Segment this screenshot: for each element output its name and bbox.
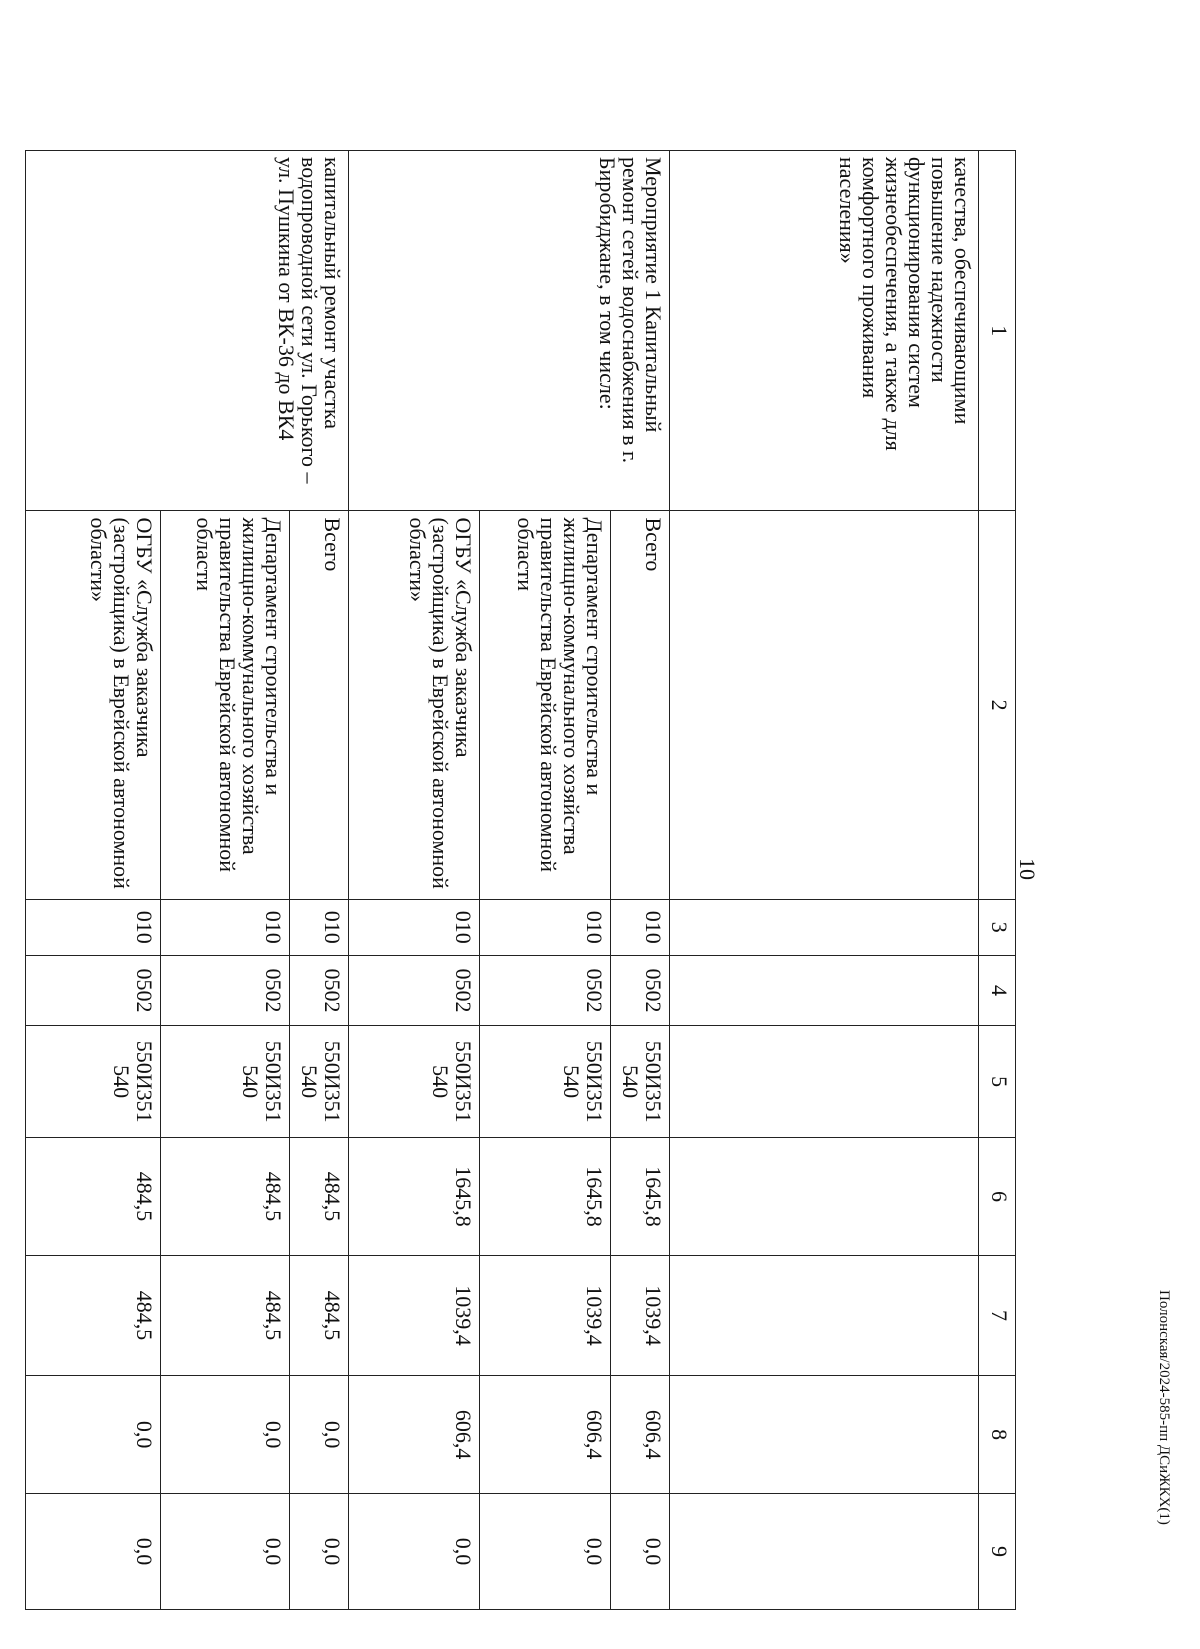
cell-code: 010 xyxy=(26,899,161,955)
cell-value: 606,4 xyxy=(611,1376,670,1494)
row-recipient: Всего xyxy=(611,511,670,899)
cell-value: 1039,4 xyxy=(349,1255,480,1375)
cell-value: 484,5 xyxy=(26,1255,161,1375)
cell-code: 010 xyxy=(611,899,670,955)
header-col-3: 3 xyxy=(979,899,1016,955)
row-recipient: Департамент строительства и жилищно-коммунального хозяйства правительства Еврейской автономной области xyxy=(480,511,611,899)
header-col-6: 6 xyxy=(979,1137,1016,1255)
cell-value: 0,0 xyxy=(290,1494,349,1610)
rotated-page xyxy=(85,150,1016,1610)
cell-value: 484,5 xyxy=(290,1255,349,1375)
cell-value: 0,0 xyxy=(161,1376,290,1494)
cell-target: 550И351 540 xyxy=(161,1026,290,1138)
cell-value: 0,0 xyxy=(26,1376,161,1494)
page-number: 10 xyxy=(1015,858,1040,880)
cell-code: 010 xyxy=(349,899,480,955)
table-row xyxy=(290,151,349,1610)
cell-section: 0502 xyxy=(611,955,670,1026)
cell-value: 0,0 xyxy=(26,1494,161,1610)
cell-value: 0,0 xyxy=(349,1494,480,1610)
cell-target: 550И351 540 xyxy=(26,1026,161,1138)
row-recipient: Всего xyxy=(290,511,349,899)
cell-value: 606,4 xyxy=(480,1376,611,1494)
cell-value: 484,5 xyxy=(161,1255,290,1375)
cell-value: 1645,8 xyxy=(480,1137,611,1255)
cell-section: 0502 xyxy=(349,955,480,1026)
header-row xyxy=(979,151,1016,1610)
cell-section: 0502 xyxy=(161,955,290,1026)
sub-measure-label: капитальный ремонт участка водопроводной сети ул. Горького – ул. Пушкина от ВК-36 до ВК4 xyxy=(26,151,349,511)
cell-section: 0502 xyxy=(290,955,349,1026)
header-col-9: 9 xyxy=(979,1494,1016,1610)
cell-code: 010 xyxy=(161,899,290,955)
row-recipient: ОГБУ «Служба заказчика (застройщика) в Еврейской автономной области» xyxy=(26,511,161,899)
cell-section: 0502 xyxy=(26,955,161,1026)
cell-value: 1645,8 xyxy=(349,1137,480,1255)
cell-value: 484,5 xyxy=(26,1137,161,1255)
cell-value: 1645,8 xyxy=(611,1137,670,1255)
cell-target: 550И351 540 xyxy=(480,1026,611,1138)
header-col-1: 1 xyxy=(979,151,1016,511)
cell-code: 010 xyxy=(290,899,349,955)
cell-section: 0502 xyxy=(480,955,611,1026)
header-col-8: 8 xyxy=(979,1376,1016,1494)
cell-value: 606,4 xyxy=(349,1376,480,1494)
header-col-7: 7 xyxy=(979,1255,1016,1375)
cell-target: 550И351 540 xyxy=(290,1026,349,1138)
header-col-5: 5 xyxy=(979,1026,1016,1138)
row-recipient: ОГБУ «Служба заказчика (застройщика) в Еврейской автономной области» xyxy=(349,511,480,899)
header-col-2: 2 xyxy=(979,511,1016,899)
cell-value: 0,0 xyxy=(161,1494,290,1610)
cell-value: 1039,4 xyxy=(611,1255,670,1375)
cell-target: 550И351 540 xyxy=(611,1026,670,1138)
table-row xyxy=(611,151,670,1610)
cell-value: 1039,4 xyxy=(480,1255,611,1375)
measure-label: Мероприятие 1 Капитальный ремонт сетей водоснабжения в г. Биробиджане, в том числе: xyxy=(349,151,670,511)
cell-value: 0,0 xyxy=(480,1494,611,1610)
cell-value: 484,5 xyxy=(161,1137,290,1255)
cell-value: 0,0 xyxy=(611,1494,670,1610)
footer-document-code: Полонская/2024-585-пп ДСиЖКХ(1) xyxy=(1156,1290,1172,1525)
row-recipient: Департамент строительства и жилищно-коммунального хозяйства правительства Еврейской автономной области xyxy=(161,511,290,899)
cell-value: 0,0 xyxy=(290,1376,349,1494)
budget-table xyxy=(25,150,1016,1610)
intro-text: качества, обеспечивающими повышение надежности функционирования систем жизнеобеспечения, а также для комфортного проживания населения» xyxy=(670,151,979,511)
cell-target: 550И351 540 xyxy=(349,1026,480,1138)
intro-row xyxy=(670,151,979,1610)
cell-code: 010 xyxy=(480,899,611,955)
cell-value: 484,5 xyxy=(290,1137,349,1255)
header-col-4: 4 xyxy=(979,955,1016,1026)
